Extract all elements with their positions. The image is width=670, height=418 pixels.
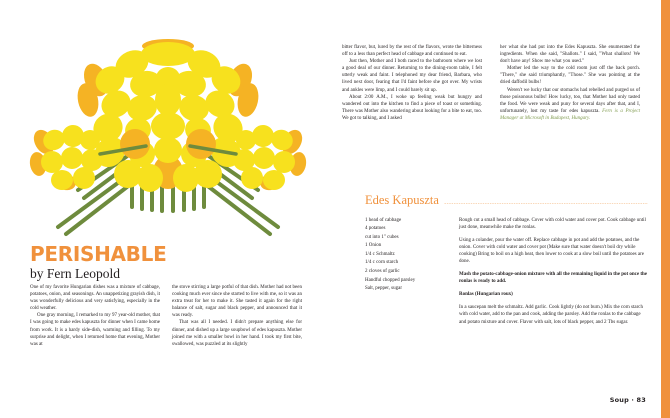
ingredient-item: 1 Onion [365,243,382,249]
paragraph: About 2:00 A.M., I woke up feeling weak but hungry and wandered out into the kitchen to find a piece of toast or something. There was Mother also wandering about looking for a bite to eat, too. We got to talking, and I asked [342,94,482,121]
paragraph: One gray morning, I remarked to my 97 year-old mother, that I was going to make edes kapuszta for dinner when I came home from work. It is a hardy side-dish, warming and filling. To my surprise and delight, when I returned home that evening, Mother was at [30,313,160,347]
recipe-header [365,194,648,207]
method-step: In a saucepan melt the schmaltz. Add garlic. Cook lightly (do not burn.) Mix the corn starch with cold water, add to the pan and cook, adding the parsley. Add the ronlas to the cabbage and potato mixture and cover. Flavor with salt, lots of black pepper, and 2 Tbs sugar. [459,305,643,325]
ingredient-item: cut into 1" cubes [365,234,399,240]
paragraph: One of my favorite Hungarian dishes was a mixture of cabbage, potatoes, onion, and seasonings. An unappetizing grayish dish, it was wonderfully delicious and very satisfying, especially in the cold weather. [30,285,160,312]
recipe-dotted-rule [444,203,648,204]
article-kicker: PERISHABLE [30,242,167,266]
article-headline-block [30,244,270,282]
method-step: Using a colander, pour the water off. Replace cabbage in pot and add the potatoes, and the onion. Cover with cold water and cover pot (Make sure that water doesn't boil dry while cooking) Bring to boil on a high heat, then lower to cook at a slow boil until the potatoes are done. [459,237,644,264]
body-text-column-2 [172,284,302,348]
paragraph: That was all I needed. I didn't prepare anything else for dinner, and dished up a large soupbowl of edes kapuszta. Mother joined me with a smaller bowl in her hand. I took my first bite, swallowed, was puzzled at its slightly [172,320,302,347]
body-text-column-1 [30,284,160,348]
recipe-title: Edes Kapuszta [365,193,439,207]
author-credit: Fern is a Project Manager at Microsoft in Budapest, Hungary. [500,108,640,121]
paragraph: bitter flavor, but, lured by the rest of the flavors, wrote the bitterness off to a less than perfect head of cabbage and continued to eat. [342,45,482,58]
paragraph: Mother led the way to the cold room just off the back porch. "There," she said triumphantly, "Those." She was pointing at the dried daffodil bulbs! [500,66,640,86]
page-folio: Soup · 83 [609,396,646,404]
ingredient-item: 2 cloves of garlic [365,269,400,275]
body-text-column-3 [342,44,482,122]
recipe-body [365,217,648,332]
method-subheading: Ronlas (Hungarian roux) [459,292,513,298]
daffodil-skull-illustration [18,22,318,247]
recipe-method [459,217,648,332]
paragraph: the stove stirring a large potful of that dish. Mother had not been cooking much ever since she started to live with me, so it was an extra treat for her to make it. She tasted it again for the right balance of salt, sugar and black pepper, and announced that it was ready. [172,285,302,319]
method-step: Mash the potato-cabbage-onion mixture with all the remaining liquid in the pot once the ronlas is ready to add. [459,272,648,285]
article-byline: by Fern Leopold [30,266,120,281]
recipe-ingredients-list [365,217,445,332]
paragraph: Just then, Mother and I both raced to the bathroom where we lost a good deal of our dinner. Returning to the dining-room table, I felt utterly weak and faint. I telephoned my dear friend, Barbara, who lived next door, fearing that I'd faint before she got over. My wrists and ankles were limp, and I could barely sit up. [342,59,482,93]
paragraph-with-credit [500,87,640,122]
ingredient-item: 1/4 c Schmaltz [365,251,395,257]
ingredient-item: 1/4 c corn starch [365,260,399,266]
body-text-column-4 [500,44,640,122]
ingredient-item: Handful chopped parsley [365,277,416,283]
page-edge-binding-bar [661,0,670,418]
method-step: Rough cut a small head of cabbage. Cover with cold water and cover pot. Cook cabbage until just done, meanwhile make the ronlas. [459,217,646,230]
ingredient-item: Salt, pepper, sugar [365,286,403,292]
ingredient-item: 1 head of cabbage [365,217,402,223]
paragraph-text: Weren't we lucky that our stomachs had rebelled and purged us of those poisonous bulbs! How lucky, too, that Mother had only tasted the food. We were weak and puny for several days after that, and I, unfortunately, lost my taste for edes kapuszta. [500,87,640,114]
recipe-block [365,194,648,332]
ingredient-item: 4 potatoes [365,226,386,232]
paragraph: her what she had put into the Edes Kapuszta. She enumerated the ingredients. When she said, "Shallots." I said, "What shallots! We don't have any! Show me what you used." [500,45,640,65]
